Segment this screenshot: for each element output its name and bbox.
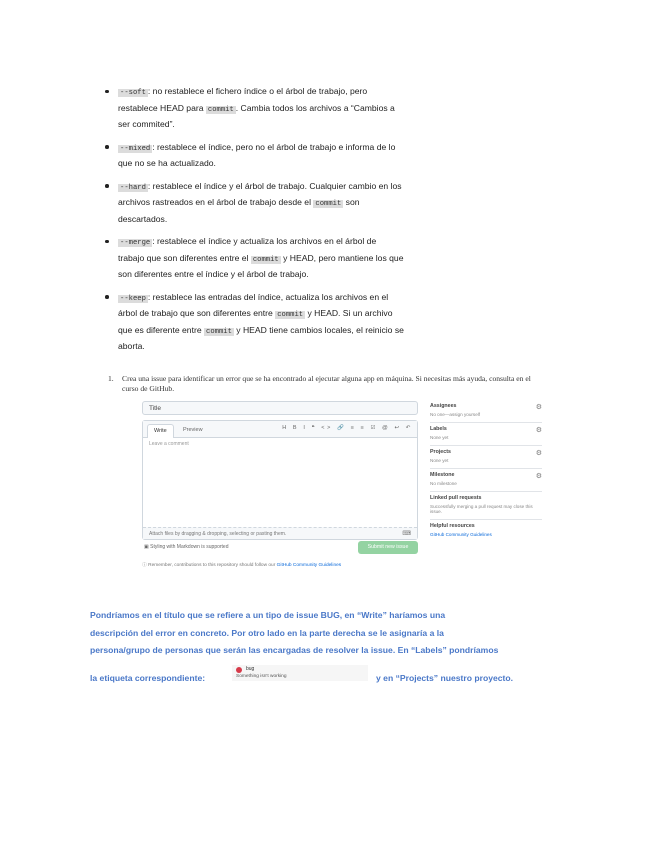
formatting-toolbar[interactable]: H B I ❝ <> 🔗 ≡ ≡ ☑ @ ↩ ↶ [282, 425, 413, 431]
label-description: Something isn't working [236, 674, 287, 679]
list-number: 1. [108, 374, 114, 383]
gear-icon[interactable]: ⚙ [535, 450, 542, 457]
reset-options-list [104, 84, 404, 362]
explanation-line-4a: la etiqueta correspondiente: [90, 673, 206, 683]
github-new-issue-screenshot [140, 398, 542, 598]
explanation-line-1: Pondríamos en el título que se refiere a un tipo de issue BUG, en “Write” haríamos una [90, 610, 446, 620]
issue-title-input[interactable]: Title [142, 401, 418, 415]
list-item: --soft : no restablece el fichero índice o el árbol de trabajo, pero restablece HEAD para commit . Cambia todos los archivos a “Cambios a ser commited”. [104, 84, 404, 132]
tab-preview[interactable]: Preview [183, 427, 203, 433]
sidebar-labels[interactable]: Labels None yet ⚙ [430, 423, 542, 446]
label-color-dot [236, 667, 242, 673]
list-item: --keep : restablece las entradas del índice, actualiza los archivos en el árbol de trabajo que son diferentes entre commit y HEAD. Si un archivo que es diferente entre commit y HEAD tiene cambios locales, el reinicio se aborta. [104, 290, 404, 354]
attach-text: Attach files by dragging & dropping, selecting or pasting them. [149, 531, 287, 537]
guidelines-note: ⓘ Remember, contributions to this repository should follow our GitHub Community Guidelines [142, 563, 342, 568]
code-inline: --hard [120, 183, 146, 192]
list-item: --mixed : restablece el índice, pero no el árbol de trabajo e informa de lo que no se ha actualizado. [104, 140, 404, 171]
list-item: --merge : restablece el índice y actualiza los archivos en el árbol de trabajo que son diferentes entre el commit y HEAD, pero mantiene los que son diferentes entre el índice y el árbol de trabajo. [104, 234, 404, 282]
guidelines-link[interactable]: GitHub Community Guidelines [276, 563, 342, 568]
code-inline: --merge [120, 239, 151, 247]
sidebar-linked-prs: Linked pull requests Successfully merging a pull request may close this issue. [430, 492, 542, 520]
editor-tabs [143, 421, 417, 438]
sidebar-helpful-resources: Helpful resources GitHub Community Guidelines [430, 520, 542, 542]
markdown-icon: ▣ [144, 544, 151, 550]
tab-write[interactable]: Write [147, 424, 174, 438]
community-guidelines-link[interactable]: GitHub Community Guidelines [430, 532, 492, 537]
comment-textarea[interactable]: Leave a comment [149, 441, 189, 447]
instruction-text: Crea una issue para identificar un error que se ha encontrado al ejecutar alguna app en máquina. Si necesitas más ayuda, consulta en el curso de GitHub. [122, 374, 531, 393]
sidebar-milestone[interactable]: Milestone No milestone ⚙ [430, 469, 542, 492]
explanation-line-3: persona/grupo de personas que serán las encargadas de resolver la issue. En “Labels” pondríamos [90, 645, 499, 655]
sidebar-assignees[interactable]: Assignees No one—assign yourself ⚙ [430, 400, 542, 423]
code-inline: --keep [120, 294, 146, 303]
code-inline: --mixed [120, 144, 151, 153]
label-name: bug [246, 666, 255, 672]
issue-sidebar [430, 400, 542, 542]
gear-icon[interactable]: ⚙ [535, 427, 542, 434]
info-icon: ⓘ [142, 563, 149, 568]
explanation-line-2: descripción del error en concreto. Por otro lado en la parte derecha se le asignaría a la [90, 628, 444, 638]
numbered-instruction [108, 374, 548, 393]
code-inline: --soft [120, 89, 146, 97]
explanation-line-4b: y en “Projects” nuestro proyecto. [376, 673, 514, 683]
markdown-icon: ⌨ [402, 531, 411, 537]
attach-files-bar[interactable] [143, 527, 417, 539]
comment-editor [142, 420, 418, 540]
markdown-note[interactable]: ▣ Styling with Markdown is supported [144, 544, 229, 550]
sidebar-projects[interactable]: Projects None yet ⚙ [430, 446, 542, 469]
bug-label-card [232, 665, 368, 681]
list-item: --hard : restablece el índice y el árbol de trabajo. Cualquier cambio en los archivos rastreados en el árbol de trabajo desde el commit son descartados. [104, 179, 404, 227]
submit-issue-button[interactable]: Submit new issue [358, 541, 418, 554]
gear-icon[interactable]: ⚙ [535, 404, 542, 411]
gear-icon[interactable]: ⚙ [535, 473, 542, 480]
